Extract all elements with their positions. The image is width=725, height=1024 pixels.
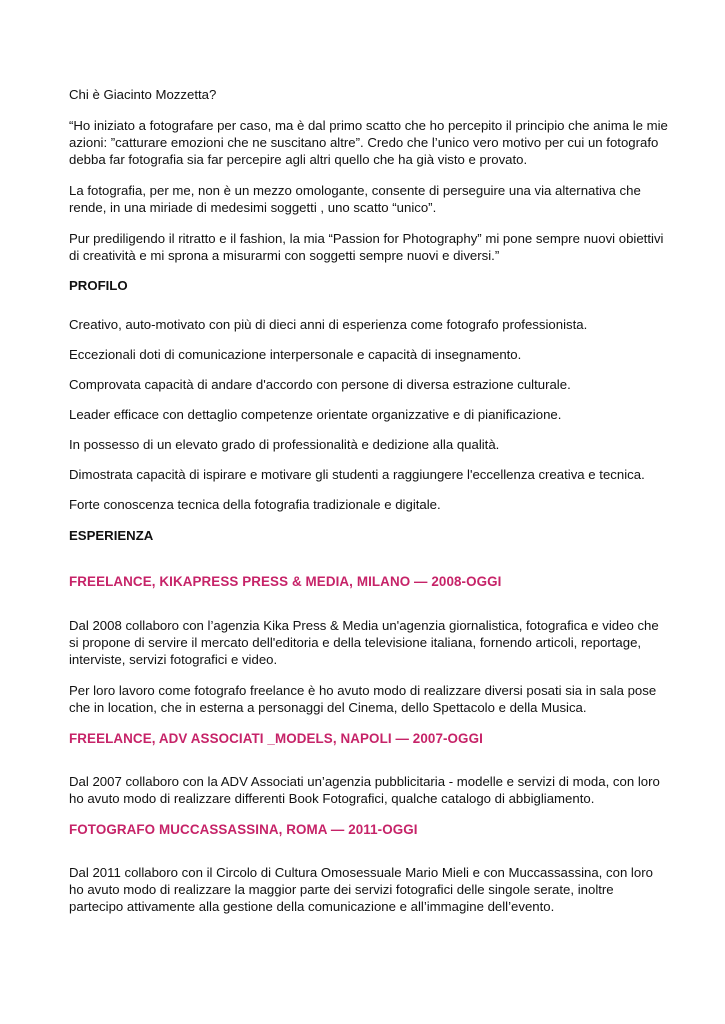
intro-question: Chi è Giacinto Mozzetta? [69,87,217,102]
profile-item: Leader efficace con dettaglio competenze orientate organizzative e di pianificazione. [69,407,562,422]
experience-entry-title: FREELANCE, KIKAPRESS PRESS & MEDIA, MILANO — 2008-OGGI [69,574,502,589]
experience-heading: ESPERIENZA [69,528,154,543]
document-page [69,86,669,929]
experience-entry-description: Per loro lavoro come fotografo freelance è ho avuto modo di realizzare diversi posati sia in sala pose che in location, che in esterna a personaggi del Cinema, dello Spettacolo e della Musica. [69,683,657,715]
experience-entry-title: FREELANCE, ADV ASSOCIATI _MODELS, NAPOLI — 2007-OGGI [69,731,483,746]
profile-item: Comprovata capacità di andare d'accordo con persone di diversa estrazione culturale. [69,377,571,392]
profile-item: Eccezionali doti di comunicazione interpersonale e capacità di insegnamento. [69,347,522,362]
experience-entry-description: Dal 2011 collaboro con il Circolo di Cultura Omosessuale Mario Mieli e con Muccassassina, con loro ho avuto modo di realizzare la maggior parte dei servizi fotografici delle singole serate, inoltre partecipo attivamente alla gestione della comunicazione e all’immagine dell’evento. [69,865,653,914]
experience-entry-title: FOTOGRAFO MUCCASSASSINA, ROMA — 2011-OGGI [69,822,418,837]
intro-paragraph: “Ho iniziato a fotografare per caso, ma è dal primo scatto che ho percepito il principio che anima le mie azioni: ”catturare emozioni che ne suscitano altre”. Credo che l’unico vero motivo per cui un fotografo debba far fotografia sia far percepire agli altri quello che ha già visto e provato. [69,118,668,167]
profile-item: In possesso di un elevato grado di professionalità e dedizione alla qualità. [69,437,500,452]
experience-entry-description: Dal 2008 collaboro con l’agenzia Kika Press & Media un'agenzia giornalistica, fotografica e video che si propone di servire il mercato dell'editoria e della televisione italiana, fornendo articoli, reportage, interviste, servizi fotografici e video. [69,618,659,667]
profile-heading: PROFILO [69,278,128,293]
intro-paragraph: La fotografia, per me, non è un mezzo omologante, consente di perseguire una via alternativa che rende, in una miriade di medesimi soggetti , uno scatto “unico”. [69,183,641,215]
experience-entry-description: Dal 2007 collaboro con la ADV Associati un’agenzia pubblicitaria - modelle e servizi di moda, con loro ho avuto modo di realizzare differenti Book Fotografici, qualche catalogo di abbigliamento. [69,774,660,806]
profile-item: Forte conoscenza tecnica della fotografia tradizionale e digitale. [69,497,441,512]
profile-item: Creativo, auto-motivato con più di dieci anni di esperienza come fotografo professionista. [69,317,588,332]
intro-paragraph: Pur prediligendo il ritratto e il fashion, la mia “Passion for Photography” mi pone sempre nuovi obiettivi di creatività e mi sprona a misurarmi con soggetti sempre nuovi e diversi.” [69,231,664,263]
profile-item: Dimostrata capacità di ispirare e motivare gli studenti a raggiungere l'eccellenza creativa e tecnica. [69,467,645,482]
